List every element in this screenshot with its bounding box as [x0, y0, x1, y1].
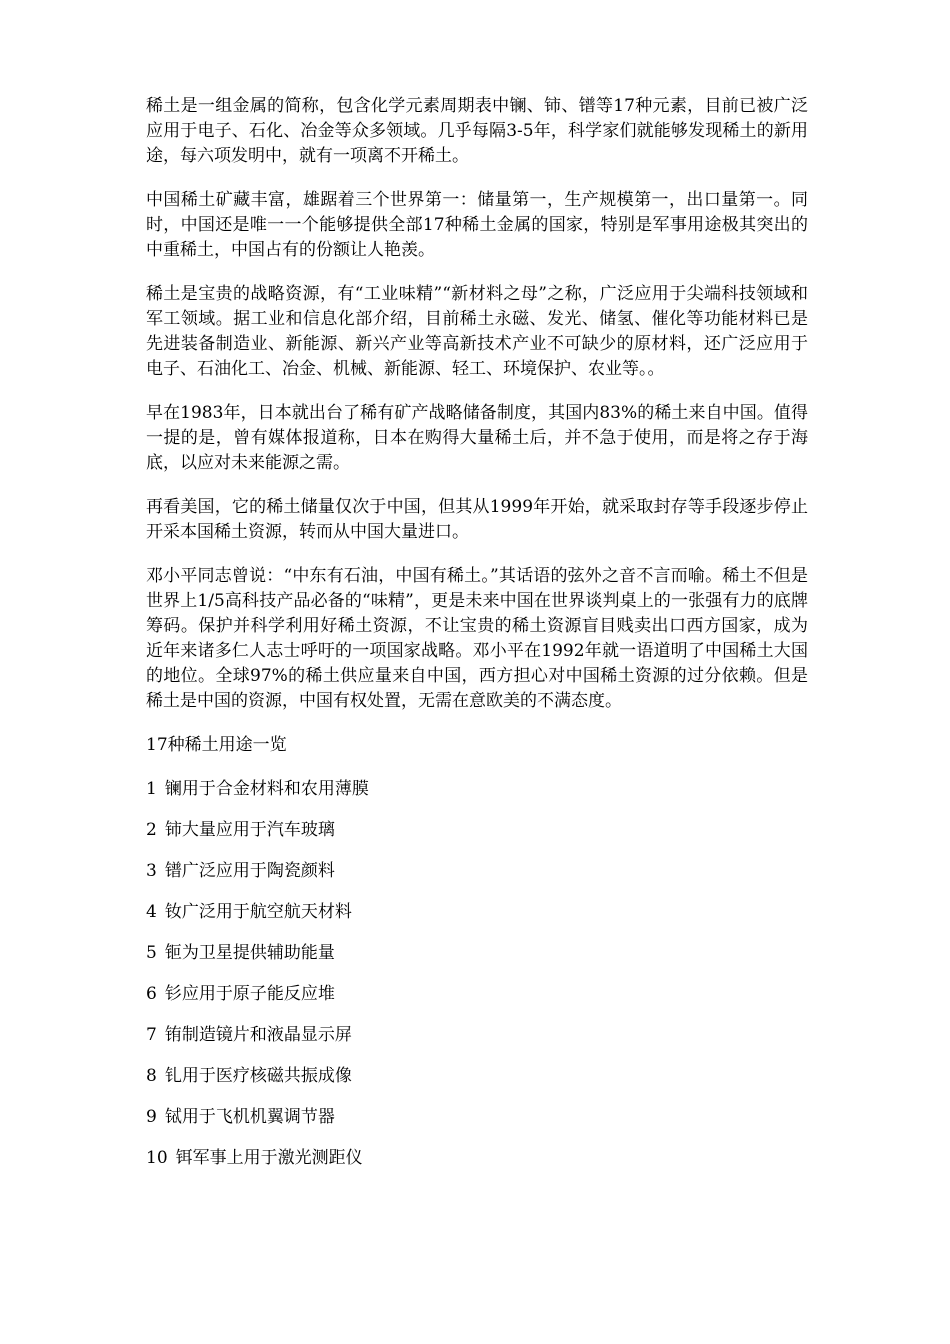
uses-list: [146, 777, 808, 1171]
list-item-number: 4: [146, 902, 157, 922]
list-item-number: 5: [146, 943, 157, 963]
list-item-text: 镨广泛应用于陶瓷颜料: [164, 861, 335, 881]
list-item-text: 铒军事上用于激光测距仪: [175, 1148, 363, 1168]
paragraph-strategic-resource: 稀土是宝贵的战略资源，有“工业味精”“新材料之母”之称，广泛应用于尖端科技领域和军工领域。据工业和信息化部介绍，目前稀土永磁、发光、储氢、催化等功能材料已是先进装备制造业、新能源、新兴产业等高新技术产业不可缺少的原材料，还广泛应用于电子、石油化工、冶金、机械、新能源、轻工、环境保护、农业等。。: [146, 284, 808, 379]
list-item-number: 3: [146, 861, 157, 881]
paragraph-japan: 早在1983年，日本就出台了稀有矿产战略储备制度，其国内83%的稀土来自中国。值得一提的是，曾有媒体报道称，日本在购得大量稀土后，并不急于使用，而是将之存于海底，以应对未来能源之需。: [146, 403, 808, 473]
list-item-text: 铽用于飞机机翼调节器: [164, 1107, 335, 1127]
document-page: [146, 94, 808, 1187]
list-item: [146, 1146, 808, 1171]
list-item-number: 6: [146, 984, 157, 1004]
list-item-number: 1: [146, 779, 157, 799]
list-item: [146, 900, 808, 925]
list-item: [146, 859, 808, 884]
list-item-text: 铈大量应用于汽车玻璃: [164, 820, 335, 840]
list-item-number: 7: [146, 1025, 157, 1045]
list-item-text: 钕广泛用于航空航天材料: [164, 902, 352, 922]
paragraph-deng-xiaoping: 邓小平同志曾说：“中东有石油，中国有稀土。”其话语的弦外之音不言而喻。稀土不但是世界上1/5高科技产品必备的“味精”，更是未来中国在世界谈判桌上的一张强有力的底牌筹码。保护并科学利用好稀土资源，不让宝贵的稀土资源盲目贱卖出口西方国家，成为近年来诸多仁人志士呼吁的一项国家战略。邓小平在1992年就一语道明了中国稀土大国的地位。全球97%的稀土供应量来自中国，西方担心对中国稀土资源的过分依赖。但是稀土是中国的资源，中国有权处置，无需在意欧美的不满态度。: [146, 566, 808, 711]
list-item-text: 铕制造镜片和液晶显示屏: [164, 1025, 352, 1045]
list-item: [146, 1105, 808, 1130]
list-item: [146, 818, 808, 843]
list-item-number: 9: [146, 1107, 157, 1127]
list-item: [146, 1064, 808, 1089]
list-item-text: 镧用于合金材料和农用薄膜: [164, 779, 369, 799]
list-item-text: 钆用于医疗核磁共振成像: [164, 1066, 352, 1086]
list-item-number: 10: [146, 1148, 168, 1168]
list-item: [146, 777, 808, 802]
list-item-text: 钐应用于原子能反应堆: [164, 984, 335, 1004]
paragraph-china-reserves: 中国稀土矿藏丰富，雄踞着三个世界第一：储量第一，生产规模第一，出口量第一。同时，中国还是唯一一个能够提供全部17种稀土金属的国家，特别是军事用途极其突出的中重稀土，中国占有的份额让人艳羡。: [146, 190, 808, 260]
list-item-number: 2: [146, 820, 157, 840]
list-item-number: 8: [146, 1066, 157, 1086]
list-item-text: 钷为卫星提供辅助能量: [164, 943, 335, 963]
list-item: [146, 941, 808, 966]
paragraph-intro: 稀土是一组金属的简称，包含化学元素周期表中镧、铈、镨等17种元素，目前已被广泛应用于电子、石化、冶金等众多领域。几乎每隔3-5年，科学家们就能够发现稀土的新用途，每六项发明中，就有一项离不开稀土。: [146, 96, 808, 166]
uses-list-title: 17种稀土用途一览: [146, 735, 287, 755]
paragraph-usa: 再看美国，它的稀土储量仅次于中国，但其从1999年开始，就采取封存等手段逐步停止开采本国稀土资源，转而从中国大量进口。: [146, 497, 808, 542]
list-item: [146, 982, 808, 1007]
list-item: [146, 1023, 808, 1048]
